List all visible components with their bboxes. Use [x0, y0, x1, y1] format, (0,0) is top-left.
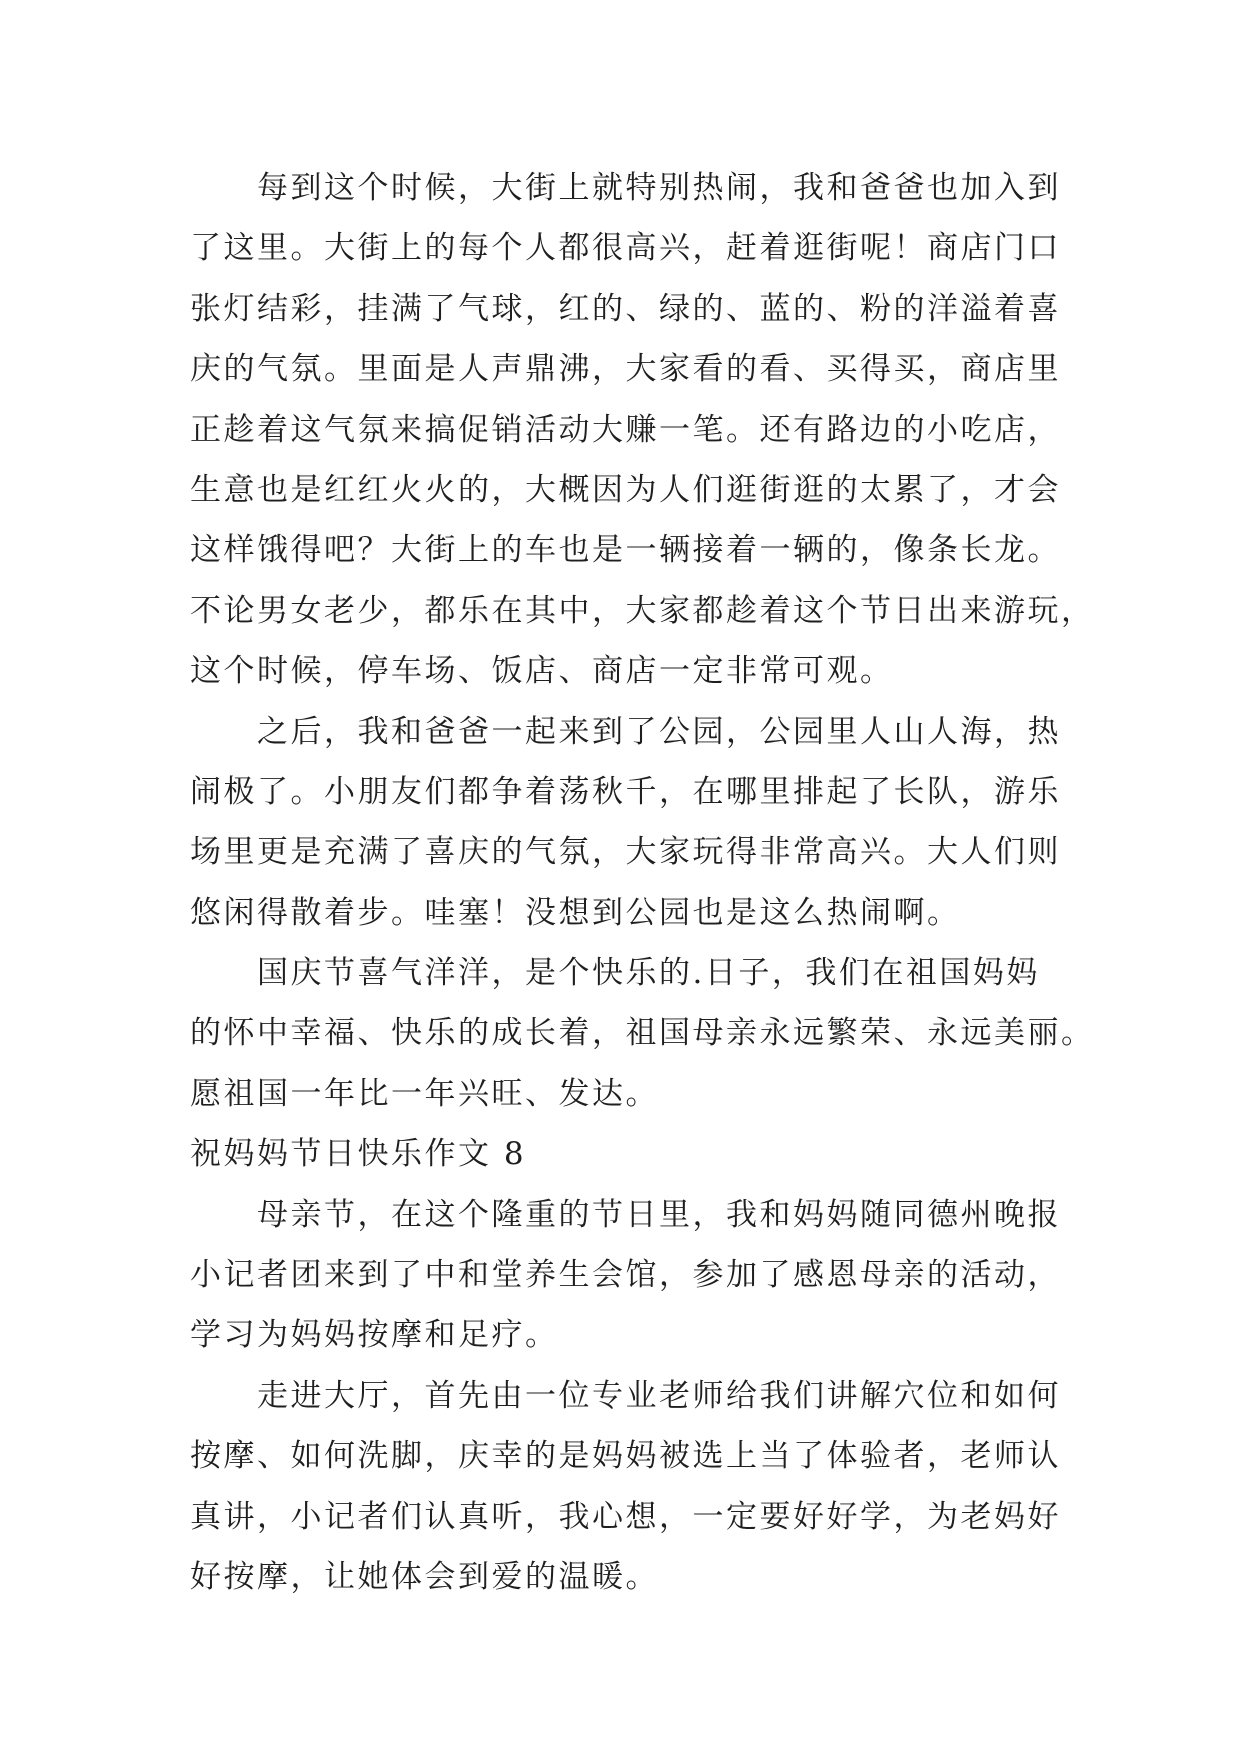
text-line: 悠闲得散着步。哇塞！没想到公园也是这么热闹啊。: [190, 894, 961, 931]
section-heading: 祝妈妈节日快乐作文 8: [190, 1136, 527, 1173]
text-line: 正趁着这气氛来搞促销活动大赚一笔。还有路边的小吃店，: [190, 411, 1061, 448]
text-line: 场里更是充满了喜庆的气氛，大家玩得非常高兴。大人们则: [190, 834, 1061, 871]
paragraph-mothers-day: [190, 1185, 1070, 1366]
text-line: 真讲，小记者们认真听，我心想，一定要好好学，为老妈好: [190, 1498, 1061, 1535]
text-line: 好按摩，让她体会到爱的温暖。: [190, 1558, 659, 1595]
text-line: 生意也是红红火火的，大概因为人们逛街逛的太累了，才会: [190, 471, 1061, 508]
paragraph-park: [190, 702, 1070, 944]
text-line: 母亲节，在这个隆重的节日里，我和妈妈随同德州晚报: [257, 1196, 1061, 1233]
text-line: 这个时候，停车场、饭店、商店一定非常可观。: [190, 653, 894, 690]
text-line: 之后，我和爸爸一起来到了公园，公园里人山人海，热: [257, 713, 1061, 750]
text-line: 了这里。大街上的每个人都很高兴，赶着逛街呢！商店门口: [190, 230, 1061, 267]
text-line: 闹极了。小朋友们都争着荡秋千，在哪里排起了长队，游乐: [190, 773, 1061, 810]
text-line: 学习为妈妈按摩和足疗。: [190, 1317, 559, 1354]
document-body: [190, 158, 1095, 1607]
paragraph-hall: [190, 1366, 1070, 1608]
text-line: 走进大厅，首先由一位专业老师给我们讲解穴位和如何: [257, 1377, 1061, 1414]
text-line: 张灯结彩，挂满了气球，红的、绿的、蓝的、粉的洋溢着喜: [190, 290, 1061, 327]
text-line: 庆的气氛。里面是人声鼎沸，大家看的看、买得买，商店里: [190, 351, 1061, 388]
text-line: 愿祖国一年比一年兴旺、发达。: [190, 1075, 659, 1112]
text-line: 不论男女老少，都乐在其中，大家都趁着这个节日出来游玩，: [190, 592, 1095, 629]
text-line: 小记者团来到了中和堂养生会馆，参加了感恩母亲的活动，: [190, 1257, 1061, 1294]
paragraph-street: [190, 158, 1095, 702]
text-line: 国庆节喜气洋洋，是个快乐的.日子，我们在祖国妈妈: [257, 955, 1040, 992]
text-line: 按摩、如何洗脚，庆幸的是妈妈被选上当了体验者，老师认: [190, 1438, 1061, 1475]
paragraph-national-day: [190, 943, 1095, 1124]
text-line: 每到这个时候，大街上就特别热闹，我和爸爸也加入到: [257, 170, 1061, 206]
text-line: 这样饿得吧？大街上的车也是一辆接着一辆的，像条长龙。: [190, 532, 1061, 569]
text-line: 的怀中幸福、快乐的成长着，祖国母亲永远繁荣、永远美丽。: [190, 1015, 1095, 1052]
